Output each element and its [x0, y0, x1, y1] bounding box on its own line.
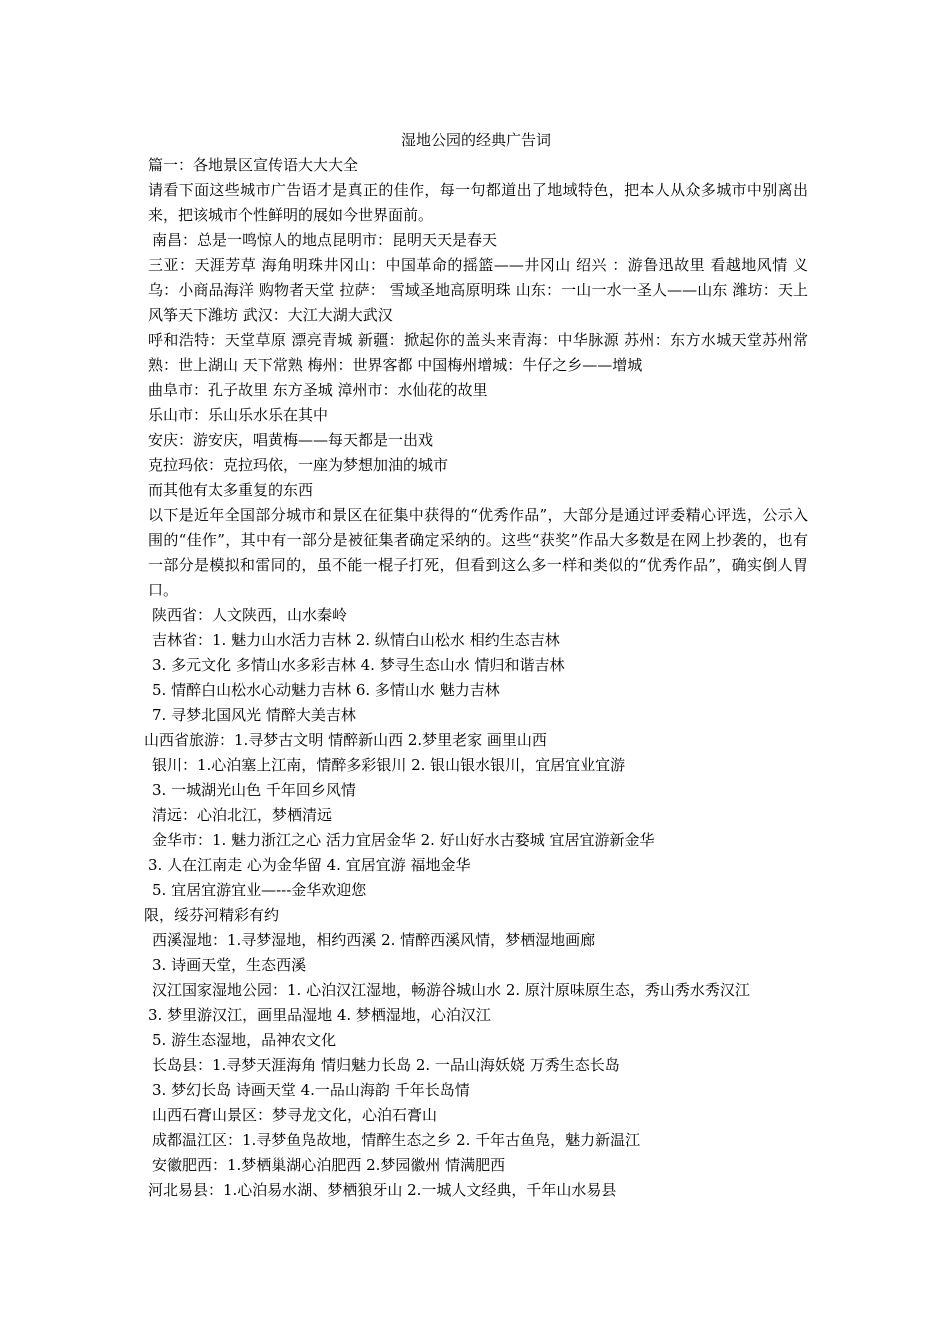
paragraph: 成都温江区：1.寻梦鱼凫故地，情醉生态之乡 2. 千年古鱼凫，魅力新温江	[152, 1131, 641, 1149]
paragraph: 乐山市：乐山乐水乐在其中	[148, 406, 329, 424]
paragraph: 陕西省：人文陕西，山水秦岭	[152, 606, 348, 624]
paragraph: 安庆：游安庆，唱黄梅——每天都是一出戏	[148, 431, 434, 449]
paragraph: 5. 情醉白山松水心动魅力吉林 6. 多情山水 魅力吉林	[152, 681, 500, 699]
paragraph: 三亚：天涯芳草 海角明珠井冈山：中国革命的摇篮——井冈山 绍兴 ：游鲁迅故里 看越地风情 义乌：小商品海洋 购物者天堂 拉萨： 雪域圣地高原明珠 山东：一山一水一圣人——山东 潍坊：天上风筝天下潍坊 武汉：大江大湖大武汉	[148, 256, 808, 324]
paragraph: 3. 一城湖光山色 千年回乡风情	[152, 781, 356, 799]
document-page	[144, 128, 808, 1203]
paragraph: 清远：心泊北江，梦栖清远	[152, 806, 333, 824]
paragraph: 汉江国家湿地公园：1. 心泊汉江湿地，畅游谷城山水 2. 原汁原味原生态，秀山秀水秀汉江	[152, 981, 750, 999]
paragraph: 7. 寻梦北国风光 情醉大美吉林	[152, 706, 356, 724]
paragraph: 山西石膏山景区：梦寻龙文化，心泊石膏山	[152, 1106, 438, 1124]
paragraph: 金华市：1. 魅力浙江之心 活力宜居金华 2. 好山好水古婺城 宜居宜游新金华	[152, 831, 655, 849]
paragraph: 山西省旅游：1.寻梦古文明 情醉新山西 2.梦里老家 画里山西	[144, 731, 547, 749]
paragraph: 克拉玛依：克拉玛依，一座为梦想加油的城市	[148, 456, 449, 474]
document-title: 湿地公园的经典广告词	[400, 131, 551, 149]
paragraph: 长岛县：1.寻梦天涯海角 情归魅力长岛 2. 一品山海妖娆 万秀生态长岛	[152, 1056, 620, 1074]
paragraph: 3. 梦幻长岛 诗画天堂 4.一品山海韵 千年长岛情	[152, 1081, 470, 1099]
paragraph: 南昌：总是一鸣惊人的地点昆明市：昆明天天是春天	[152, 231, 498, 249]
paragraph: 5. 宜居宜游宜业—---金华欢迎您	[152, 881, 367, 899]
document-body	[144, 153, 808, 1203]
paragraph: 限，绥芬河精彩有约	[144, 906, 280, 924]
paragraph: 银川：1.心泊塞上江南，情醉多彩银川 2. 银山银水银川，宜居宜业宜游	[152, 756, 626, 774]
paragraph: 而其他有太多重复的东西	[148, 481, 314, 499]
paragraph: 西溪湿地：1.寻梦湿地，相约西溪 2. 情醉西溪风情，梦栖湿地画廊	[152, 931, 596, 949]
paragraph: 安徽肥西：1.梦栖巢湖心泊肥西 2.梦园徽州 情满肥西	[152, 1156, 506, 1174]
paragraph: 河北易县：1.心泊易水湖、梦栖狼牙山 2.一城人文经典，千年山水易县	[148, 1181, 617, 1199]
paragraph: 篇一：各地景区宣传语大大大全	[148, 156, 359, 174]
paragraph: 3. 诗画天堂，生态西溪	[152, 956, 307, 974]
paragraph: 吉林省：1. 魅力山水活力吉林 2. 纵情白山松水 相约生态吉林	[152, 631, 560, 649]
paragraph: 5. 游生态湿地，品神农文化	[152, 1031, 337, 1049]
paragraph: 3. 梦里游汉江，画里品湿地 4. 梦栖湿地，心泊汉江	[148, 1006, 491, 1024]
paragraph: 请看下面这些城市广告语才是真正的佳作，每一句都道出了地域特色，把本人从众多城市中别离出来，把该城市个性鲜明的展如今世界面前。	[148, 181, 808, 224]
paragraph: 曲阜市：孔子故里 东方圣城 漳州市：水仙花的故里	[148, 381, 488, 399]
paragraph: 呼和浩特：天堂草原 漂亮青城 新疆：掀起你的盖头来青海：中华脉源 苏州：东方水城天堂苏州常熟：世上湖山 天下常熟 梅州：世界客都 中国梅州增城：牛仔之乡——增城	[148, 331, 808, 374]
paragraph: 3. 人在江南走 心为金华留 4. 宜居宜游 福地金华	[148, 856, 471, 874]
paragraph: 3. 多元文化 多情山水多彩吉林 4. 梦寻生态山水 情归和谐吉林	[152, 656, 565, 674]
paragraph: 以下是近年全国部分城市和景区在征集中获得的“优秀作品”，大部分是通过评委精心评选，公示入围的“佳作”，其中有一部分是被征集者确定采纳的。这些“获奖”作品大多数是在网上抄袭的，也有一部分是模拟和雷同的，虽不能一棍子打死，但看到这么多一样和类似的“优秀作品”，确实倒人胃口。	[148, 506, 808, 599]
